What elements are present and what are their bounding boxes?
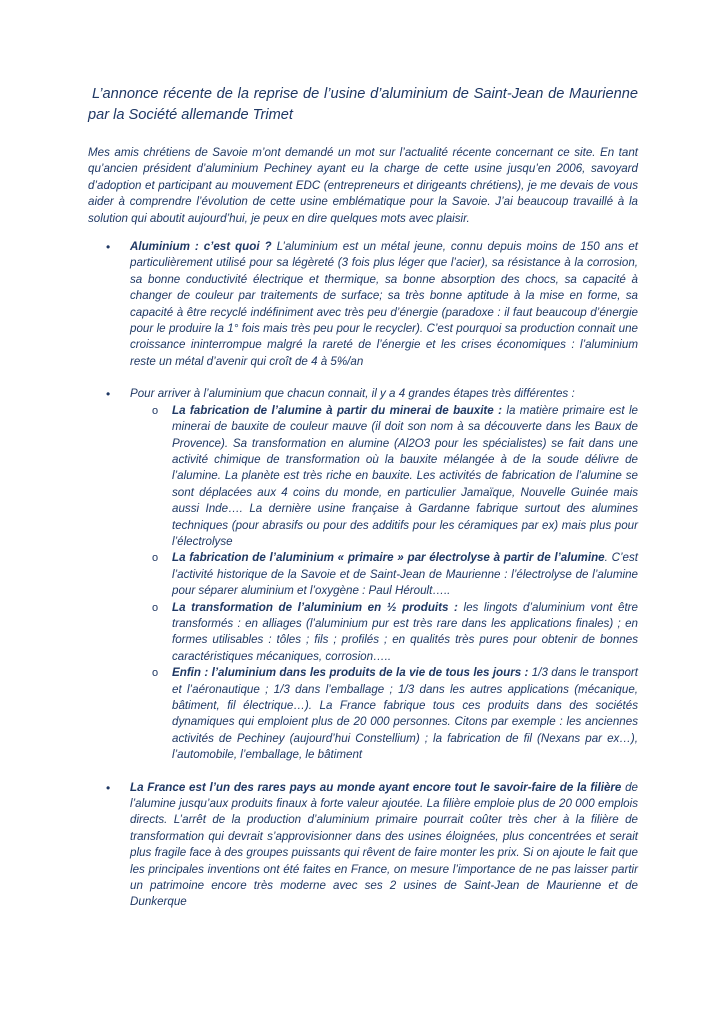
step-body: 1/3 dans le transport et l’aéronautique ; 1/3 dans l’emballage ; 1/3 dans les autres applications (mécanique, bâtiment, fil électrique…). La France fabrique tous ces produits dans des sociétés dynamiques qui emploient plus de 20 000 personnes. Citons par exemple : les anciennes activités de Pechiney (aujourd’hui Constellium) ; la fabrication de fil (Nexans par ex…), l’automobile, l’emballage, le bâtiment	[172, 666, 638, 762]
bullet-body: de l’alumine jusqu’aux produits finaux à forte valeur ajoutée. La filière emploie plus de 20 000 emplois directs. L’arrêt de la production d’aluminium primaire pourrait coûter très cher à la filière de transformation qui devrait s’approvisionner dans des usines éloignées, plus concentrées et serait plus fragile face à des groupes puissants qui rêvent de faire monter les prix. Si on ajoute le fait que les principales inventions ont été faites en France, on mesure l’importance de ne pas laisser partir un patrimoine encore très moderne avec ses 2 usines de Saint-Jean de Maurienne et de Dunkerque	[130, 780, 638, 909]
step-item	[130, 550, 638, 599]
step-heading: La fabrication de l’aluminium « primaire » par électrolyse à partir de l’alumine	[172, 551, 605, 565]
document-title: L’annonce récente de la reprise de l’usine d’aluminium de Saint-Jean de Maurienne par la Société allemande Trimet	[88, 86, 638, 123]
step-item	[130, 665, 638, 763]
sub-bullet-marker: o	[152, 552, 159, 565]
bullet-marker: •	[106, 780, 111, 795]
step-body: la matière primaire est le minerai de bauxite de couleur mauve (il doit son nom à sa découverte dans les Baux de Provence). Sa transformation en alumine (Al2O3 pour les spécialistes) se fait dans une activité chimique de transformation où la bauxite mélangée à de la soude délivre de l’alumine. La planète est très riche en bauxite. Les activités de fabrication de l’alumine se sont déplacées aux 4 coins du monde, en particulier Jamaïque, Nouvelle Guinée mais aussi Inde…. La dernière usine française à Gardanne fabrique surtout des alumines techniques (pour abrasifs ou pour des additifs pour les céramiques par ex) mais plus pour l’électrolyse	[172, 403, 638, 548]
sub-bullet-marker: o	[152, 601, 159, 614]
bullet-marker: •	[106, 240, 111, 255]
bullet-production-steps	[88, 386, 638, 763]
sub-bullet-marker: o	[152, 404, 159, 417]
bullet-france-know-how	[88, 780, 638, 911]
step-body: les lingots d’aluminium vont être transformés : en alliages (l’aluminium pur est très rare dans les applications finales) ; en formes utilisables : tôles ; fils ; profilés ; en qualités très pures pour obtenir de bonnes caractéristiques mécaniques, corrosion…..	[172, 600, 638, 663]
step-heading: La transformation de l’aluminium en ½ produits :	[172, 600, 458, 614]
bullet-body: L’aluminium est un métal jeune, connu depuis moins de 150 ans et particulièrement utilisé pour sa légèreté (3 fois plus léger que l’acier), sa résistance à la corrosion, sa bonne conductivité électrique et thermique, sa bonne absorption des chocs, sa capacité à changer de couleur par traitements de surface; sa très bonne aptitude à la mise en forme, sa capacité à être recyclé indéfiniment avec très peu d’énergie (paradoxe : il faut beaucoup d’énergie pour le produire la 1° fois mais très peu pour le recycler). C’est pourquoi sa production connait une croissance ininterrompue malgré la rareté de l’énergie et les crises économiques : l’aluminium reste un métal d’avenir qui croît de 4 à 5%/an	[130, 240, 639, 368]
step-heading: Enfin : l’aluminium dans les produits de la vie de tous les jours :	[172, 666, 529, 680]
main-bullet-list	[88, 239, 638, 911]
step-item	[130, 600, 638, 666]
step-heading: La fabrication de l’alumine à partir du minerai de bauxite :	[172, 403, 502, 417]
step-item	[130, 403, 638, 551]
bullet-aluminium-definition	[88, 239, 638, 370]
step-body: . C’est l’activité historique de la Savoie et de Saint-Jean de Maurienne : l’électrolyse de l’alumine pour séparer aluminium et l’oxygène : Paul Héroult…..	[172, 551, 638, 598]
bullet-marker: •	[106, 387, 111, 402]
bullet-body: Pour arriver à l’aluminium que chacun connait, il y a 4 grandes étapes très différentes :	[130, 387, 575, 401]
sub-bullet-marker: o	[152, 667, 159, 680]
steps-sublist	[130, 403, 638, 764]
bullet-heading: Aluminium : c’est quoi ?	[130, 240, 272, 254]
intro-paragraph: Mes amis chrétiens de Savoie m’ont demandé un mot sur l’actualité récente concernant ce site. En tant qu’ancien président d’aluminium Pechiney ayant eu la charge de cette usine jusqu’en 2006, savoyard d’adoption et participant au mouvement EDC (entrepreneurs et dirigeants chrétiens), je me devais de vous aider à comprendre l’évolution de cette usine emblématique pour la Savoie. J’ai beaucoup travaillé à la solution qui aboutit aujourd’hui, je peux en dire quelques mots avec plaisir.	[88, 146, 638, 225]
bullet-heading: La France est l’un des rares pays au monde ayant encore tout le savoir-faire de la filière	[130, 780, 622, 794]
